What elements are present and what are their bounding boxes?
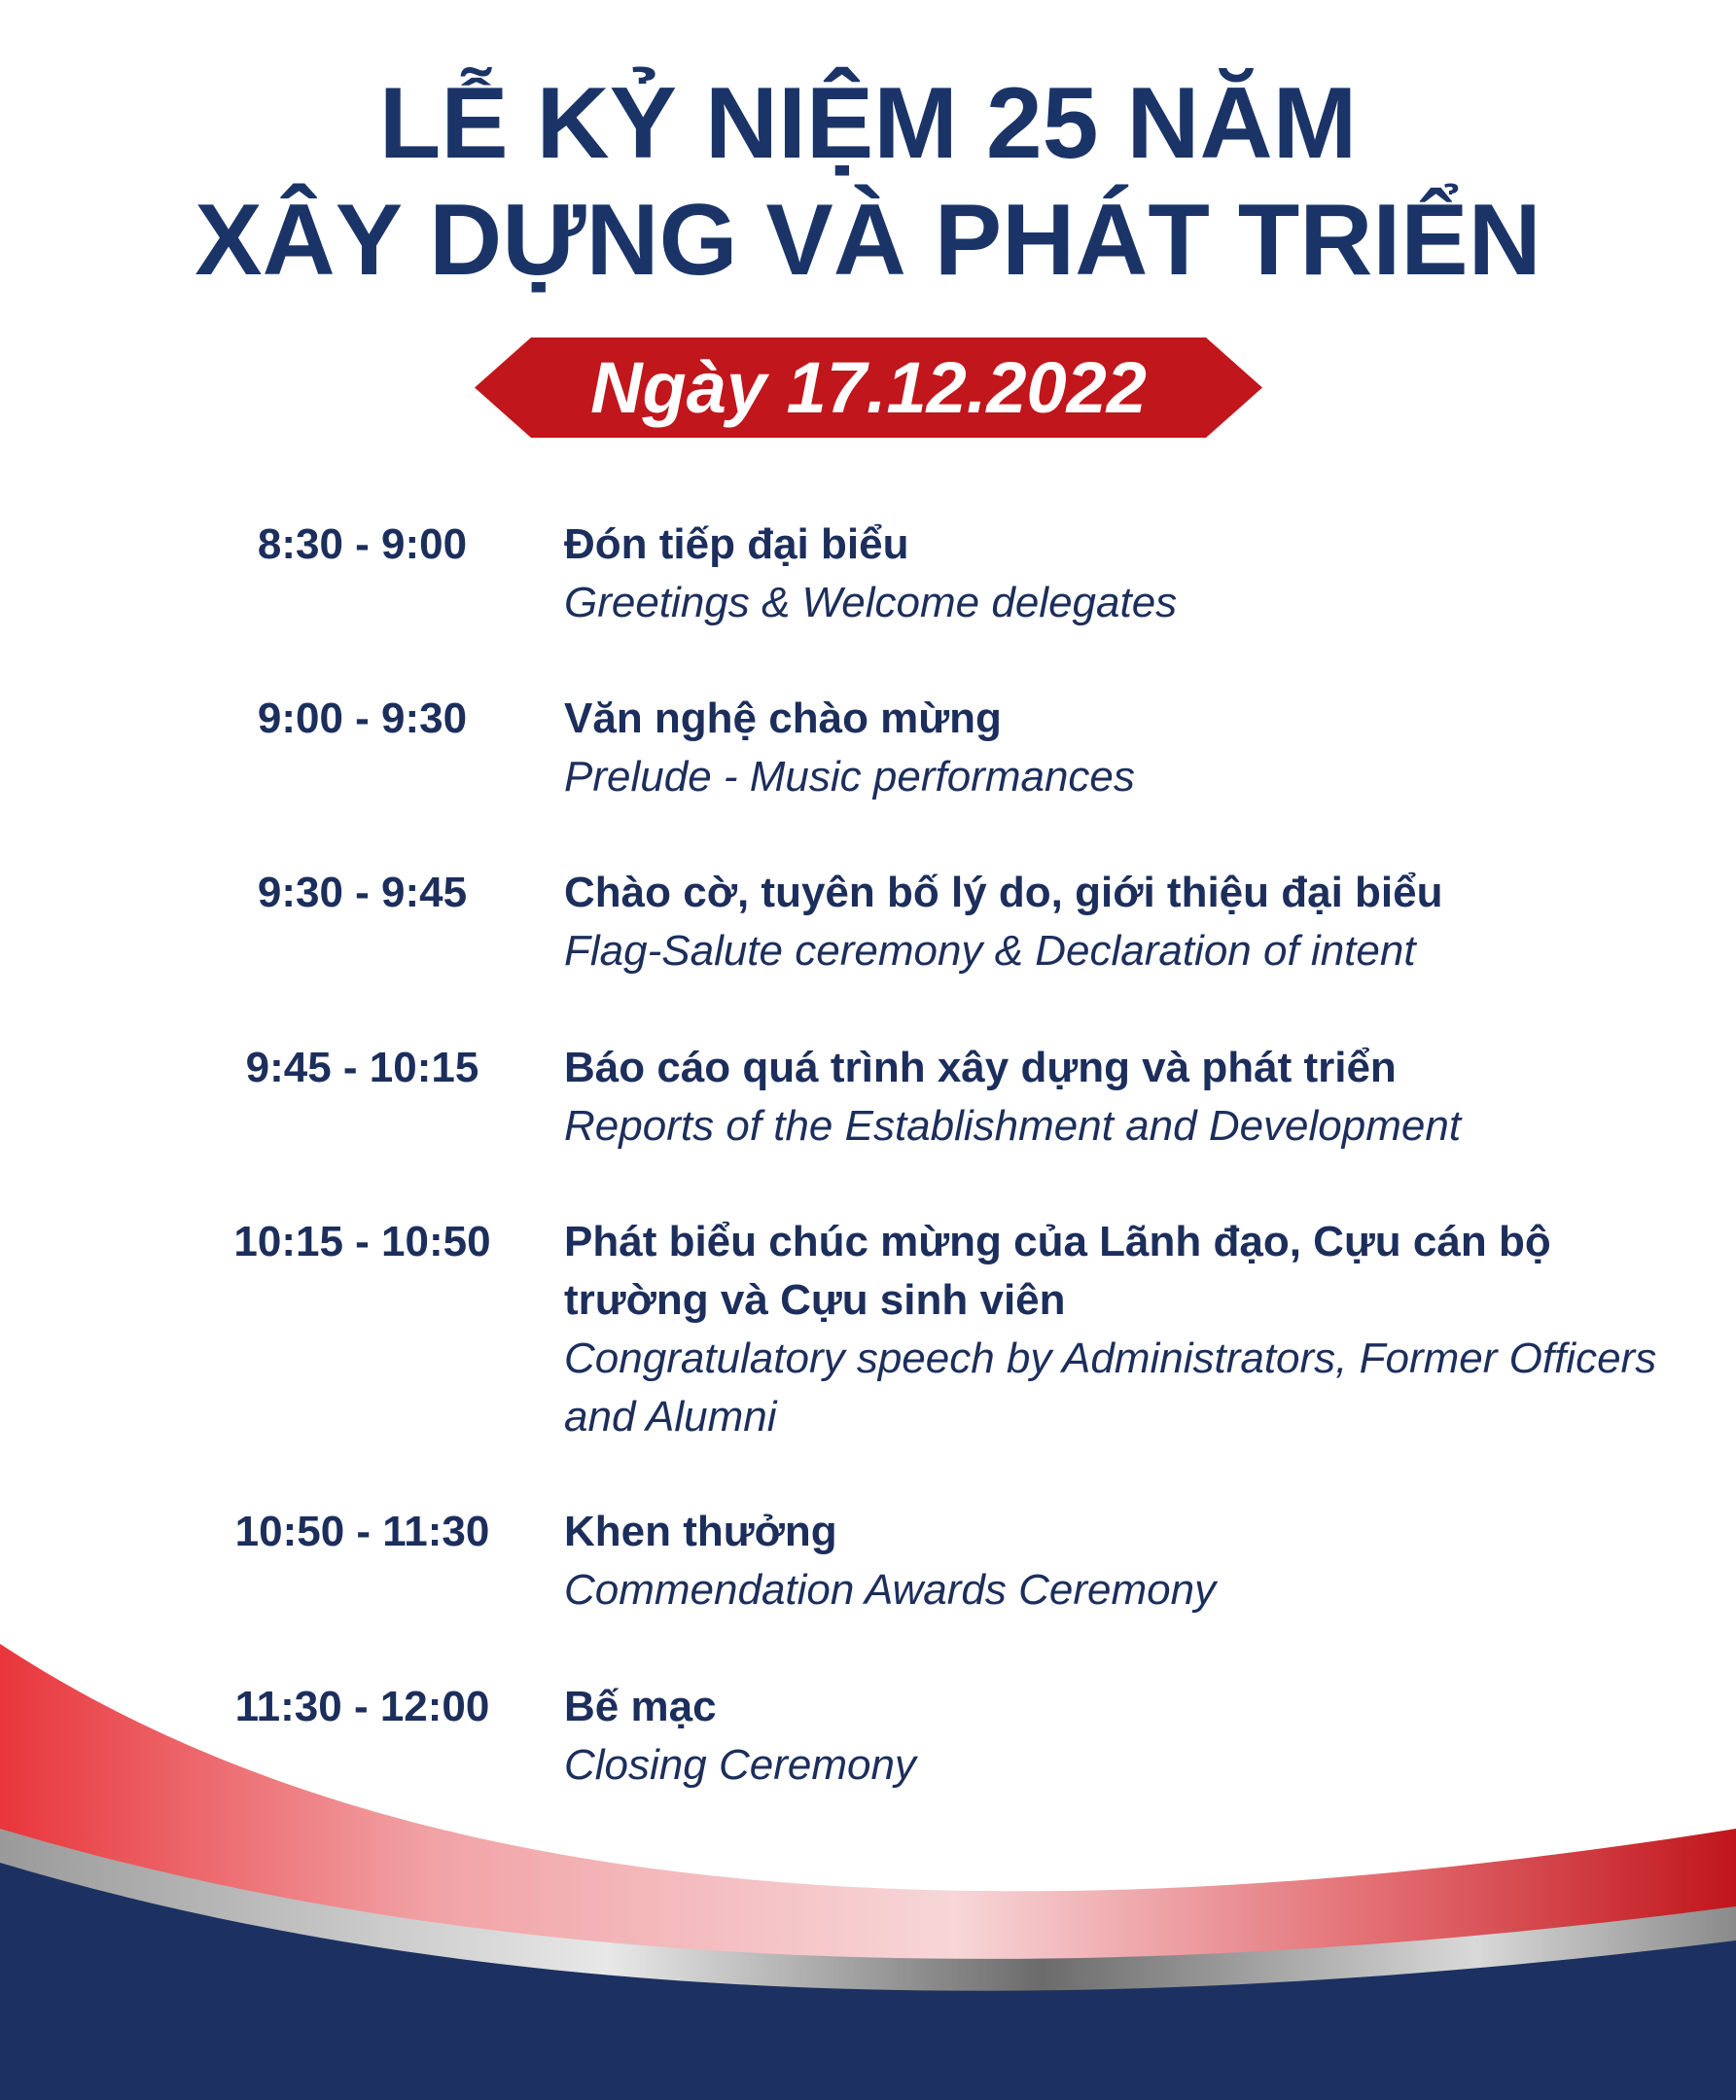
schedule-time: 9:30 - 9:45 — [257, 869, 468, 916]
schedule-description — [564, 690, 1663, 806]
decorative-wave — [0, 1644, 1736, 2100]
activity-vietnamese: Phát biểu chúc mừng của Lãnh đạo, Cựu cán bộ trường và Cựu sinh viên — [564, 1218, 1551, 1324]
schedule-description — [564, 516, 1663, 632]
title-line-1: LỄ KỶ NIỆM 25 NĂM — [378, 67, 1358, 180]
activity-english: Closing Ceremony — [564, 1741, 916, 1789]
activity-english: Congratulatory speech by Administrators, Former Officers and Alumni — [564, 1335, 1657, 1441]
schedule-description — [564, 864, 1663, 980]
activity-english: Prelude - Music performances — [564, 753, 1135, 801]
title-line-2: XÂY DỰNG VÀ PHÁT TRIỂN — [195, 184, 1541, 297]
activity-english: Reports of the Establishment and Development — [564, 1102, 1462, 1150]
schedule-time: 11:30 - 12:00 — [234, 1683, 490, 1730]
activity-vietnamese: Báo cáo quá trình xây dựng và phát triển — [564, 1044, 1397, 1091]
schedule-description — [564, 1213, 1663, 1446]
schedule-time: 10:15 - 10:50 — [233, 1218, 491, 1265]
activity-vietnamese: Đón tiếp đại biểu — [564, 520, 909, 568]
schedule-time: 8:30 - 9:00 — [257, 520, 468, 568]
activity-vietnamese: Khen thưởng — [564, 1508, 837, 1555]
activity-vietnamese: Chào cờ, tuyên bố lý do, giới thiệu đại biểu — [564, 869, 1443, 916]
schedule-time: 9:00 - 9:30 — [257, 694, 468, 742]
schedule-description — [564, 1503, 1663, 1619]
schedule-description — [564, 1039, 1663, 1156]
activity-vietnamese: Văn nghệ chào mừng — [564, 694, 1002, 742]
activity-english: Greetings & Welcome delegates — [564, 579, 1178, 626]
schedule-time: 10:50 - 11:30 — [234, 1508, 490, 1555]
activity-vietnamese: Bế mạc — [564, 1683, 717, 1730]
activity-english: Flag-Salute ceremony & Declaration of intent — [564, 927, 1416, 975]
activity-english: Commendation Awards Ceremony — [564, 1566, 1217, 1614]
schedule-time: 9:45 - 10:15 — [245, 1044, 479, 1091]
event-date: Ngày 17.12.2022 — [590, 347, 1147, 428]
